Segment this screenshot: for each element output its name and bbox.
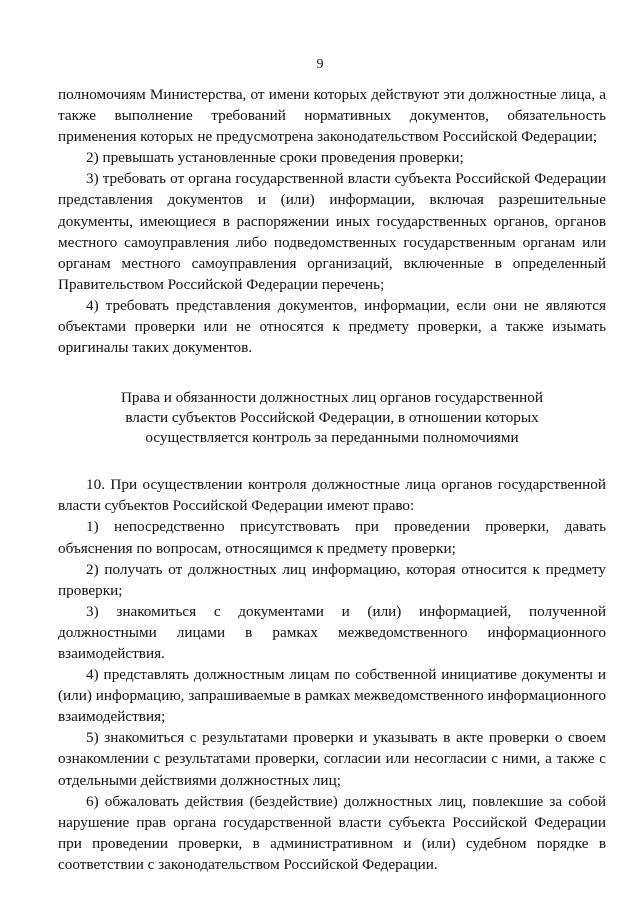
document-body <box>58 84 606 875</box>
paragraph-right-3: 3) знакомиться с документами и (или) информацией, полученной должностными лицами в рамках межведомственного информационного взаимодействия. <box>58 602 606 662</box>
section-heading-line: осуществляется контроль за переданными полномочиями <box>145 429 519 447</box>
section-heading-line: Права и обязанности должностных лиц органов государственной <box>120 389 544 407</box>
page-number: 9 <box>316 57 324 72</box>
paragraph-right-6: 6) обжаловать действия (бездействие) должностных лиц, повлекшие за собой нарушение прав органа государственной власти субъекта Российской Федерации при проведении проверки, в административном и (или) судебном порядке в соответствии с законодательством Российской Федерации. <box>58 792 606 873</box>
paragraph-right-1: 1) непосредственно присутствовать при проведении проверки, давать объяснения по вопросам, относящимся к предмету проверки; <box>58 518 606 557</box>
section-heading-line: власти субъектов Российской Федерации, в отношении которых <box>125 409 539 427</box>
section-heading <box>58 388 606 448</box>
paragraph-item-3: 3) требовать от органа государственной власти субъекта Российской Федерации представления документов и (или) информации, включая разрешительные документы, имеющиеся в распоряжении иных государственных органов, органов местного самоуправления либо подведомственных государственным органам или органам местного самоуправления организаций, включенные в определенный Правительством Российской Федерации перечень; <box>58 170 606 293</box>
paragraph-clause-10: 10. При осуществлении контроля должностные лица органов государственной власти субъектов Российской Федерации имеют право: <box>58 476 606 515</box>
paragraph-right-4: 4) представлять должностным лицам по собственной инициативе документы и (или) информацию, запрашиваемые в рамках межведомственного информационного взаимодействия; <box>58 666 606 726</box>
paragraph-right-2: 2) получать от должностных лиц информацию, которая относится к предмету проверки; <box>58 560 606 599</box>
paragraph-item-4: 4) требовать представления документов, информации, если они не являются объектами проверки или не относятся к предмету проверки, а также изымать оригиналы таких документов. <box>58 296 606 357</box>
paragraph-right-5: 5) знакомиться с результатами проверки и указывать в акте проверки о своем ознакомлении с результатами проверки, согласии или несогласии с ними, а также с отдельными действиями должностных лиц; <box>58 729 606 789</box>
paragraph-continuation: полномочиям Министерства, от имени которых действуют эти должностные лица, а также выполнение требований нормативных документов, обязательность применения которых не предусмотрена законодательством Российской Федерации; <box>58 86 606 146</box>
paragraph-item-2: 2) превышать установленные сроки проведения проверки; <box>86 149 464 167</box>
